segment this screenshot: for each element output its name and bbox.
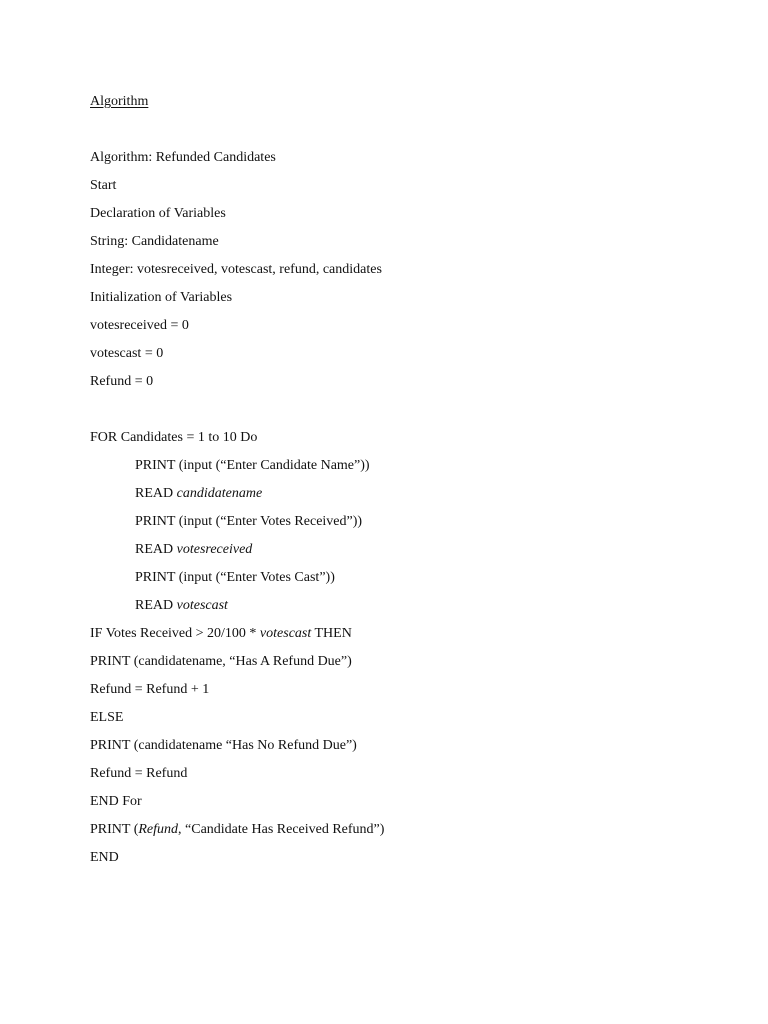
if-condition-start: IF Votes Received > 20/100 * [90, 626, 260, 641]
print-refund-due-line: PRINT (candidatename, “Has A Refund Due”) [90, 654, 352, 669]
print-summary-line [90, 821, 384, 849]
algorithm-title-line: Algorithm: Refunded Candidates [90, 150, 276, 165]
if-condition-line [90, 625, 384, 653]
votescast-var: votescast [259, 626, 312, 641]
print-candidate-name-line: PRINT (input (“Enter Candidate Name”)) [135, 458, 370, 473]
initialization-line: Initialization of Variables [90, 290, 233, 305]
read-votescast-line [90, 597, 384, 625]
start-line: Start [90, 178, 117, 193]
refund-var: Refund [138, 822, 179, 837]
read-votesreceived-line [90, 541, 384, 569]
print-message: , “Candidate Has Received Refund”) [178, 822, 385, 837]
read-keyword: READ [135, 542, 177, 557]
algorithm-heading: Algorithm [90, 94, 149, 109]
print-votes-cast-line: PRINT (input (“Enter Votes Cast”)) [135, 570, 335, 585]
votesreceived-var: votesreceived [176, 542, 253, 557]
read-keyword: READ [135, 486, 177, 501]
algorithm-body [90, 149, 384, 877]
refund-unchanged-line: Refund = Refund [90, 766, 188, 781]
print-open: PRINT ( [90, 822, 139, 837]
end-for-line: END For [90, 794, 142, 809]
refund-init-line: Refund = 0 [90, 374, 154, 389]
blank-line [90, 401, 384, 429]
else-line: ELSE [90, 710, 124, 725]
read-candidatename-line [90, 485, 384, 513]
votescast-init-line: votescast = 0 [90, 346, 164, 361]
print-votes-received-line: PRINT (input (“Enter Votes Received”)) [135, 514, 363, 529]
end-line: END [90, 850, 119, 865]
candidatename-var: candidatename [176, 486, 263, 501]
votesreceived-init-line: votesreceived = 0 [90, 318, 189, 333]
integer-declaration-line: Integer: votesreceived, votescast, refund, candidates [90, 262, 382, 277]
votescast-var: votescast [176, 598, 228, 613]
then-keyword: THEN [311, 626, 352, 641]
for-loop-line: FOR Candidates = 1 to 10 Do [90, 430, 258, 445]
declaration-line: Declaration of Variables [90, 206, 226, 221]
read-keyword: READ [135, 598, 177, 613]
print-no-refund-line: PRINT (candidatename “Has No Refund Due”) [90, 738, 357, 753]
refund-increment-line: Refund = Refund + 1 [90, 682, 210, 697]
string-declaration-line: String: Candidatename [90, 234, 219, 249]
